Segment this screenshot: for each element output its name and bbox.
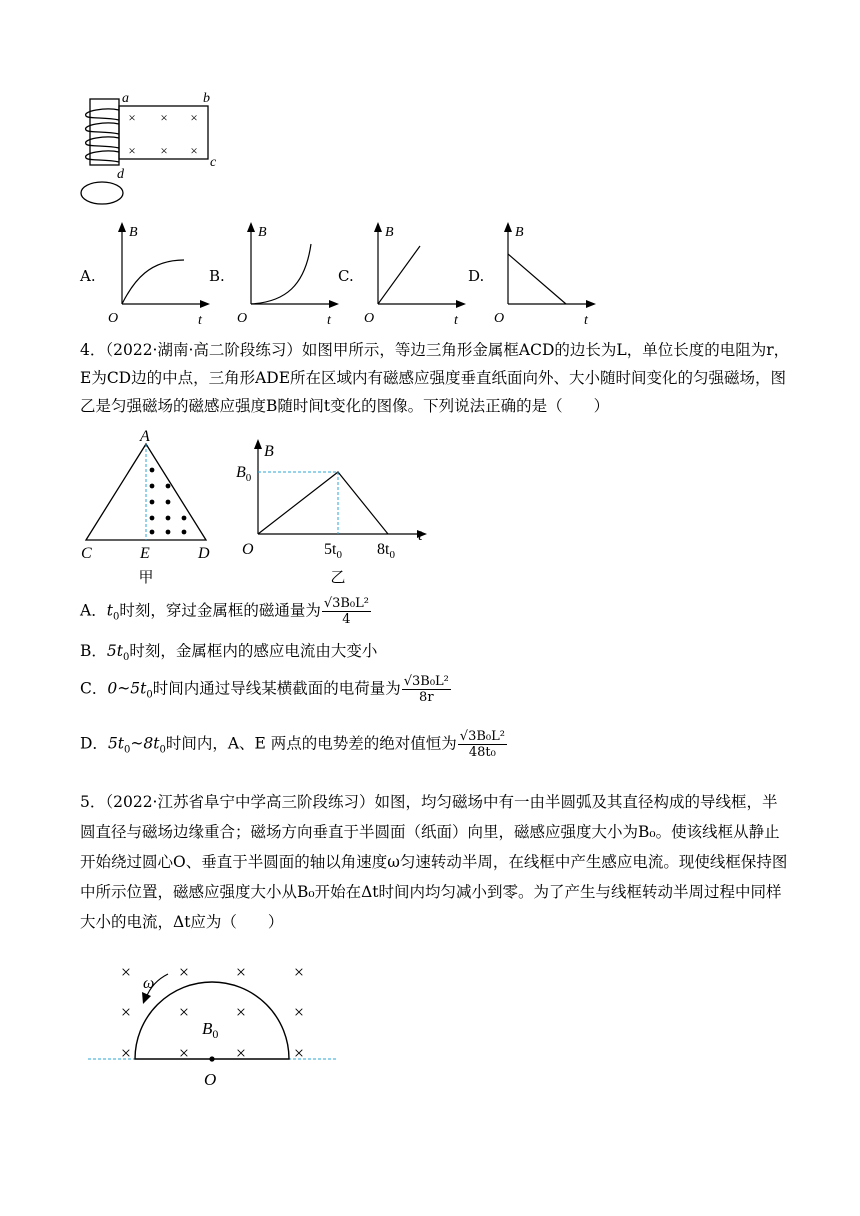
caption-yi: 乙 [330, 570, 346, 586]
q5-semicircle-figure [88, 956, 348, 1091]
q4-graph-figure [232, 436, 432, 588]
b0-sub: 0 [245, 472, 252, 484]
label-a: a [122, 91, 129, 106]
label-d: d [117, 167, 124, 182]
cross-mark: × [190, 110, 198, 125]
q4-option-b: B．$5t_0$时刻，金属框内的感应电流由大变小 [80, 642, 378, 664]
svg-text:×: × [120, 1002, 132, 1022]
q4-option-d: D．$5t_0\sim 8t_0$时间内，A、E 两点的电势差的绝对值恒为 $\frac{\text{√3B₀L²}}{\text{48t₀}}$ [80, 729, 505, 760]
vertex-a: A [140, 428, 150, 445]
cross-mark: × [160, 143, 168, 158]
tick-5t0: 5t [324, 541, 337, 558]
b0-label: B [236, 464, 246, 481]
q4-stem: 4．（2022·湖南·高二阶段练习）如图甲所示，等边三角形金属框ACD的边长为L，单位长度的电阻为r，E为CD边的中点，三角形ADE所在区域内有磁感应强度垂直纸面向外、大小随时间变化的匀强磁场，图乙是匀强磁场的磁感应强度B随时间t变化的图像。下列说法正确的是（ ） [80, 341, 790, 415]
svg-text:×: × [235, 1002, 247, 1022]
svg-text:×: × [178, 1002, 190, 1022]
cross-mark: × [128, 143, 136, 158]
option-b-letter: B. [209, 267, 225, 285]
graph-option-b [229, 220, 341, 330]
q4-triangle-figure [78, 428, 228, 588]
svg-text:×: × [178, 1043, 190, 1063]
graph-option-d [486, 220, 598, 330]
omega-label: ω [143, 975, 155, 992]
option-c-letter: C. [338, 267, 354, 285]
axis-label-b: B [515, 225, 524, 240]
b-line [508, 254, 566, 304]
svg-text:×: × [120, 1043, 132, 1063]
svg-text:×: × [293, 1002, 305, 1022]
axis-label-b: B [258, 225, 267, 240]
axis-label-t: t [198, 313, 202, 328]
option-d-letter: D. [468, 267, 485, 285]
voltage-fraction: $\frac{\text{√3B₀L²}}{\text{48t₀}}$ [459, 729, 505, 760]
svg-text:×: × [293, 962, 305, 982]
svg-text:B0 [202, 1019, 218, 1041]
svg-text:×: × [235, 1043, 247, 1063]
b0-sub: 0 [212, 1027, 219, 1041]
tick-8t0: 8t [377, 541, 390, 558]
axis-origin: O [108, 311, 119, 326]
axis-origin: O [237, 311, 248, 326]
q4-option-c: C．$0\sim 5t_0$时间内通过导线某横截面的电荷量为 $\frac{\text{√3B₀L²}}{8r}$ [80, 674, 449, 705]
axis-label-b: B [264, 443, 274, 460]
label-b: b [203, 91, 210, 106]
axis-origin: O [494, 311, 505, 326]
option-a-letter: A. [80, 267, 96, 285]
cross-mark: × [160, 110, 168, 125]
axis-label-b: B [129, 225, 138, 240]
q4-option-a: A．$t_0$时刻，穿过金属框的磁通量为 $\frac{\text{√3B₀L²}}{4}$ [80, 596, 369, 627]
svg-text:×: × [293, 1043, 305, 1063]
tick-5t0-sub: 0 [336, 549, 342, 561]
graph-option-a [100, 220, 212, 330]
b0-label: B [202, 1019, 213, 1038]
flux-fraction: $\frac{\text{√3B₀L²}}{4}$ [323, 596, 369, 627]
cross-mark: × [128, 110, 136, 125]
b-vs-t-line [258, 472, 388, 534]
tick-8t0-sub: 0 [389, 549, 395, 561]
point-e: E [140, 545, 150, 562]
b-curve [122, 260, 184, 304]
q3-coil-figure [76, 86, 226, 216]
axis-label-t: t [454, 313, 458, 328]
svg-text:×: × [120, 962, 132, 982]
svg-text:×: × [235, 962, 247, 982]
axis-label-t: t [584, 313, 588, 328]
svg-text:×: × [178, 962, 190, 982]
vertex-d: D [198, 545, 210, 562]
q5-stem: 5．（2022·江苏省阜宁中学高三阶段练习）如图，均匀磁场中有一由半圆弧及其直径构成的导线框，半圆直径与磁场边缘重合；磁场方向垂直于半圆面（纸面）向里，磁感应强度大小为B₀。使该线框从静止开始绕过圆心O、垂直于半圆面的轴以角速度ω匀速转动半周，在线框中产生感应电流。现使线框保持图中所示位置，磁感应强度大小从B₀开始在Δt时间内均匀减小到零。为了产生与线框转动半周过程中同样大小的电流，Δt应为（ ） [80, 793, 788, 931]
b-curve [251, 244, 311, 304]
graph-option-c [356, 220, 468, 330]
axis-origin: O [364, 311, 375, 326]
cross-mark: × [190, 143, 198, 158]
center-o [209, 1056, 214, 1061]
svg-text:5t0 [324, 541, 342, 561]
label-c: c [210, 155, 217, 170]
axis-label-b: B [385, 225, 394, 240]
svg-text:8t0 [377, 541, 395, 561]
axis-label-t: t [327, 313, 331, 328]
origin-label: O [242, 541, 254, 558]
axis-label-t: t [418, 527, 423, 544]
vertex-c: C [81, 545, 92, 562]
caption-jia: 甲 [138, 570, 154, 586]
svg-text:B0 [236, 464, 252, 484]
loop-ellipse [81, 182, 123, 204]
o-label: O [204, 1070, 217, 1089]
charge-fraction: $\frac{\text{√3B₀L²}}{8r}$ [403, 674, 449, 705]
b-line [378, 246, 420, 304]
